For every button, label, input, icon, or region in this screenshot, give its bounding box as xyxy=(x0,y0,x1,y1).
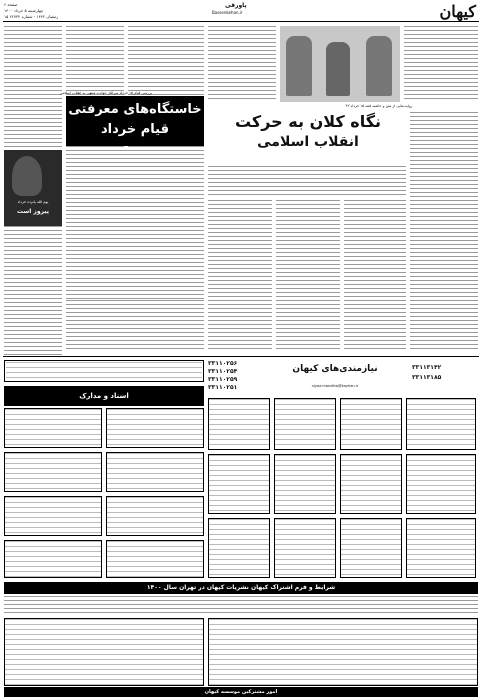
phone-3: ۳۳۱۱۰۲۵۹ xyxy=(208,376,238,383)
subscription-footer-text: امور مشترکین موسسه کیهان xyxy=(204,689,278,695)
ads-phones-left xyxy=(208,360,258,394)
article2-kicker: بررسی قیام ۱۵ خرداد سرآغاز حوادث منتهی به انقلاب اسلامی xyxy=(59,91,153,95)
phone-right-2: ۳۳۱۱۳۱۸۵ xyxy=(412,374,442,381)
ad-box-7 xyxy=(340,454,402,514)
article2-photo-caption: یوم الله پانزده خرداد xyxy=(17,200,49,204)
card-8 xyxy=(106,540,204,578)
article2-photo xyxy=(4,150,62,226)
article2-caption-text xyxy=(4,230,62,260)
article1-intro-text xyxy=(208,166,406,196)
subscription-header xyxy=(4,582,478,594)
ad-box-9 xyxy=(208,518,270,578)
article1-headline-line1: نگاه کلان به حرکت xyxy=(234,112,382,131)
article2-body-col-extra xyxy=(4,262,62,352)
article2-text xyxy=(66,150,204,300)
subscription-title: شرایط و فرم اشتراک کیهان نشریات کیهان در تهران سال ۱۴۰۰ xyxy=(146,584,336,591)
phone-right-1: ۳۳۱۱۳۱۴۲ xyxy=(412,364,442,371)
lost-docs-title: اسناد و مدارک xyxy=(79,392,129,400)
soldier-figure-center xyxy=(326,42,350,96)
article1-body-col1 xyxy=(208,200,272,352)
article1-body-col2 xyxy=(276,200,340,352)
article1-mid-text xyxy=(208,26,276,102)
card-7 xyxy=(4,540,102,578)
ad-box-2 xyxy=(274,398,336,450)
date-line-2: ۱۵ رمضان ۱۴۴۲ - شماره ۲۲۷۳۴ xyxy=(4,14,59,19)
ad-box-4 xyxy=(406,398,476,450)
phone-table-content xyxy=(6,362,202,380)
mid-rule xyxy=(3,356,479,357)
page-header xyxy=(0,0,482,22)
ad-box-5 xyxy=(208,454,270,514)
section-title: پاورقی xyxy=(225,2,247,9)
phone-4: ۳۳۱۱۰۲۵۱ xyxy=(208,384,238,391)
ad-box-10 xyxy=(274,518,336,578)
ad-box-8 xyxy=(406,454,476,514)
ad-box-11 xyxy=(340,518,402,578)
article2-headline-line1: خاستگاه‌های معرفتی xyxy=(68,102,202,117)
masthead-logo: کیهان xyxy=(439,2,476,21)
subscription-terms xyxy=(4,596,478,616)
article2-body-col-left xyxy=(66,300,204,352)
card-6 xyxy=(106,496,204,536)
article1-text-right xyxy=(410,112,478,352)
page-number: صفحه ۶ xyxy=(4,2,18,7)
ad-box-6 xyxy=(274,454,336,514)
ad-box-1 xyxy=(208,398,270,450)
ads-phones-right xyxy=(412,360,478,394)
article2-headline-line2: قیام خرداد xyxy=(100,122,169,137)
card-5 xyxy=(4,496,102,536)
lost-docs-block xyxy=(4,386,204,406)
subscription-price-table xyxy=(208,618,478,686)
ad-box-12 xyxy=(406,518,476,578)
card-2 xyxy=(106,408,204,448)
header-rule xyxy=(3,21,479,22)
phone-2: ۳۳۱۱۰۲۵۴ xyxy=(208,368,238,375)
phone-table xyxy=(4,360,204,382)
ads-email: niyaz.mandiha@kayhan.ir xyxy=(311,384,359,388)
article1-headline-line2: انقلاب اسلامی xyxy=(257,134,359,150)
card-4 xyxy=(106,452,204,492)
subscription-form xyxy=(4,618,204,686)
subscription-footer xyxy=(4,687,478,697)
soldier-figure-right xyxy=(366,36,392,96)
ad-boxes xyxy=(208,398,478,578)
website: Bassenkehan.ir xyxy=(212,10,243,15)
article1-kicker: روایت‌هایی از متن و حاشیه فتنه ۱۵ خرداد ۴۲ xyxy=(345,104,413,108)
soldier-figure-left xyxy=(286,36,312,96)
ad-box-3 xyxy=(340,398,402,450)
article2-headline-box xyxy=(66,96,204,146)
article2-photo-subcaption: پیروز است xyxy=(16,208,49,215)
phone-1: ۳۳۱۱۰۲۵۶ xyxy=(208,360,238,367)
date-line-1: چهارشنبه ۵ خرداد ۱۴۰۰ xyxy=(4,8,44,13)
card-3 xyxy=(4,452,102,492)
ads-title-block xyxy=(262,360,408,394)
lost-docs-grid xyxy=(4,408,204,578)
hand-icon xyxy=(12,156,42,196)
ads-title: نیازمندی‌های کیهان xyxy=(292,364,378,374)
article1-body-col3 xyxy=(344,200,406,352)
article1-right-text xyxy=(404,26,478,102)
article1-photo xyxy=(280,26,400,102)
card-1 xyxy=(4,408,102,448)
